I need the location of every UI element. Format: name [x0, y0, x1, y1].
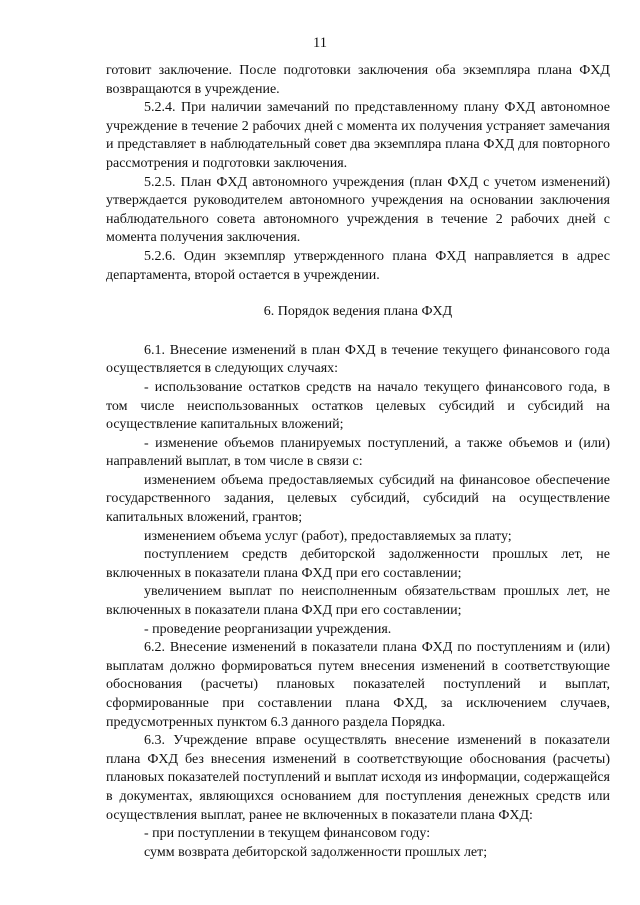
paragraph-5-2-4: 5.2.4. При наличии замечаний по представленному плану ФХД автономное учреждение в течение 2 рабочих дней с момента их получения устраняет замечания и представляет в наблюдательный совет два экземпляра плана ФХД для повторного рассмотрения и подготовки заключения.: [106, 100, 610, 171]
list-item: - проведение реорганизации учреждения.: [144, 621, 392, 637]
paragraph-6-2: 6.2. Внесение изменений в показатели плана ФХД по поступлениям и (или) выплатам должно формироваться путем внесения изменений в соответствующие обоснования (расчеты) плановых показателей поступлений и выплат, сформированные при составлении плана ФХД, за исключением случаев, предусмотренных пунктом 6.3 данного раздела Порядка.: [106, 640, 610, 730]
list-item: изменением объема предоставляемых субсидий на финансовое обеспечение государственного задания, целевых субсидий, субсидий на осуществление капитальных вложений, грантов;: [106, 472, 610, 526]
list-item: сумм возврата дебиторской задолженности прошлых лет;: [144, 844, 488, 860]
page-number: 11: [313, 35, 327, 51]
section-heading: 6. Порядок ведения плана ФХД: [263, 304, 453, 320]
document-body: [106, 62, 610, 862]
list-item: увеличением выплат по неисполненным обязательствам прошлых лет, не включенных в показатели плана ФХД при его составлении;: [106, 584, 610, 619]
paragraph-5-2-5: 5.2.5. План ФХД автономного учреждения (план ФХД с учетом изменений) утверждается руководителем автономного учреждения на основании заключения наблюдательного совета автономного учреждения в течение 2 рабочих дней с момента получения заключения.: [106, 174, 610, 246]
paragraph-6-3: 6.3. Учреждение вправе осуществлять внесение изменений в показатели плана ФХД без внесения изменений в соответствующие обоснования (расчеты) плановых показателей поступлений и выплат исходя из информации, содержащейся в документах, являющихся основанием для поступления денежных средств или осуществления выплат, ранее не включенных в показатели плана ФХД:: [106, 733, 610, 823]
paragraph-5-2-6: 5.2.6. Один экземпляр утвержденного плана ФХД направляется в адрес департамента, второй остается в учреждении.: [106, 248, 610, 283]
paragraph-continuation: готовит заключение. После подготовки заключения оба экземпляра плана ФХД возвращаются в учреждение.: [106, 63, 610, 97]
list-item: поступлением средств дебиторской задолженности прошлых лет, не включенных в показатели плана ФХД при его составлении;: [106, 547, 610, 581]
list-item: изменением объема услуг (работ), предоставляемых за плату;: [144, 528, 512, 544]
list-item: - использование остатков средств на начало текущего финансового года, в том числе неиспользованных остатков целевых субсидий и субсидий на осуществление капитальных вложений;: [106, 379, 610, 433]
paragraph-6-1: 6.1. Внесение изменений в план ФХД в течение текущего финансового года осуществляется в следующих случаях:: [106, 342, 610, 377]
list-item: - при поступлении в текущем финансовом году:: [144, 826, 431, 842]
list-item: - изменение объемов планируемых поступлений, а также объемов и (или) направлений выплат, в том числе в связи с:: [106, 435, 610, 470]
